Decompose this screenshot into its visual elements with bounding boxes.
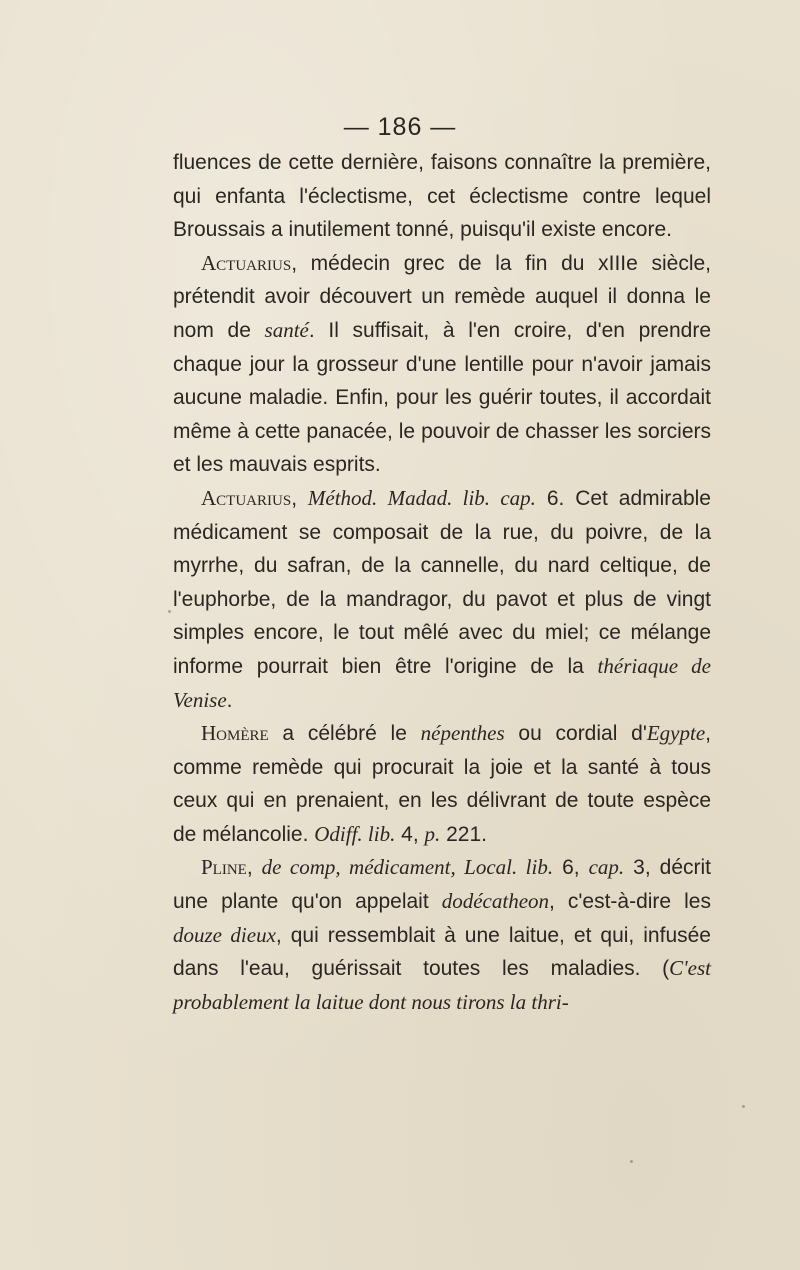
italic-term: dodécatheon <box>441 889 550 914</box>
author-name: Actuarius <box>201 485 292 510</box>
paragraph-text: , <box>246 856 262 880</box>
italic-term: népenthes <box>420 721 505 746</box>
paragraph-text: 4, <box>395 822 425 846</box>
italic-term: Egypte <box>646 721 706 746</box>
citation: Odiff. lib. <box>314 821 396 846</box>
citation: de comp, médicament, Local. lib. <box>261 855 554 880</box>
paragraph-3 <box>173 482 711 717</box>
page-number: — 186 — <box>343 113 457 141</box>
italic-term: C'est probablement la laitue dont nous tirons la thri- <box>173 956 711 1014</box>
paragraph-text: 3, décrit une plante qu'on appelait <box>173 856 711 914</box>
paper-speck <box>168 610 171 613</box>
paragraph-text: , c'est-à-dire les <box>549 890 711 914</box>
paragraph-text: , <box>291 486 308 510</box>
page-body <box>173 146 711 1019</box>
paragraph-4 <box>173 717 711 851</box>
citation: cap. <box>588 855 625 880</box>
citation: p. <box>424 821 441 846</box>
paragraph-text: 6, <box>553 856 589 880</box>
paragraph-text: . Il suffisait, à l'en croire, d'en prendre chaque jour la grosseur d'une lentille pour n'avoir jamais aucune maladie. Enfin, pour les guérir toutes, il accordait même à cette panacée, le pouvoir de chasser les sorciers et les mauvais esprits. <box>173 318 711 477</box>
paragraph-text: 221. <box>440 822 487 846</box>
paragraph-text: . <box>226 688 233 712</box>
author-name: Actuarius <box>201 250 292 275</box>
paragraph-2 <box>173 247 711 482</box>
paragraph-text: fluences de cette dernière, faisons connaître la première, qui enfanta l'éclectisme, cet éclectisme contre lequel Broussais a inutilement tonné, puisqu'il existe encore. <box>173 151 711 242</box>
italic-term: santé <box>264 317 309 342</box>
paper-speck <box>630 1160 633 1163</box>
paragraph-text: , qui ressemblait à une laitue, et qui, infusée dans l'eau, guérissait toutes les maladies. ( <box>173 923 711 981</box>
author-name: Homère <box>201 721 269 746</box>
paragraph-1 <box>173 146 711 247</box>
paragraph-text: , médecin grec de la fin du xIIIe siècle, prétendit avoir découvert un remède auquel il donna le nom de <box>173 251 711 342</box>
author-name: Pline <box>201 855 247 880</box>
paragraph-5 <box>173 851 711 1019</box>
italic-term: douze dieux <box>173 922 276 947</box>
paragraph-text: ou cordial d' <box>504 722 647 746</box>
paper-speck <box>742 1105 745 1108</box>
italic-term: thériaque de Venise <box>173 653 711 712</box>
paragraph-text: a célébré le <box>268 722 421 746</box>
paragraph-text: , comme remède qui procurait la joie et la santé à tous ceux qui en prenaient, en les délivrant de toute espèce de mélancolie. <box>173 722 711 846</box>
paragraph-text: 6. Cet admirable médicament se composait de la rue, du poivre, de la myrrhe, du safran, de la cannelle, du nard celtique, de l'euphorbe, de la mandragor, du pavot et plus de vingt simples encore, le tout mêlé avec du miel; ce mélange informe pourrait bien être l'origine de la <box>173 486 711 678</box>
citation: Méthod. Madad. lib. cap. <box>307 485 536 510</box>
